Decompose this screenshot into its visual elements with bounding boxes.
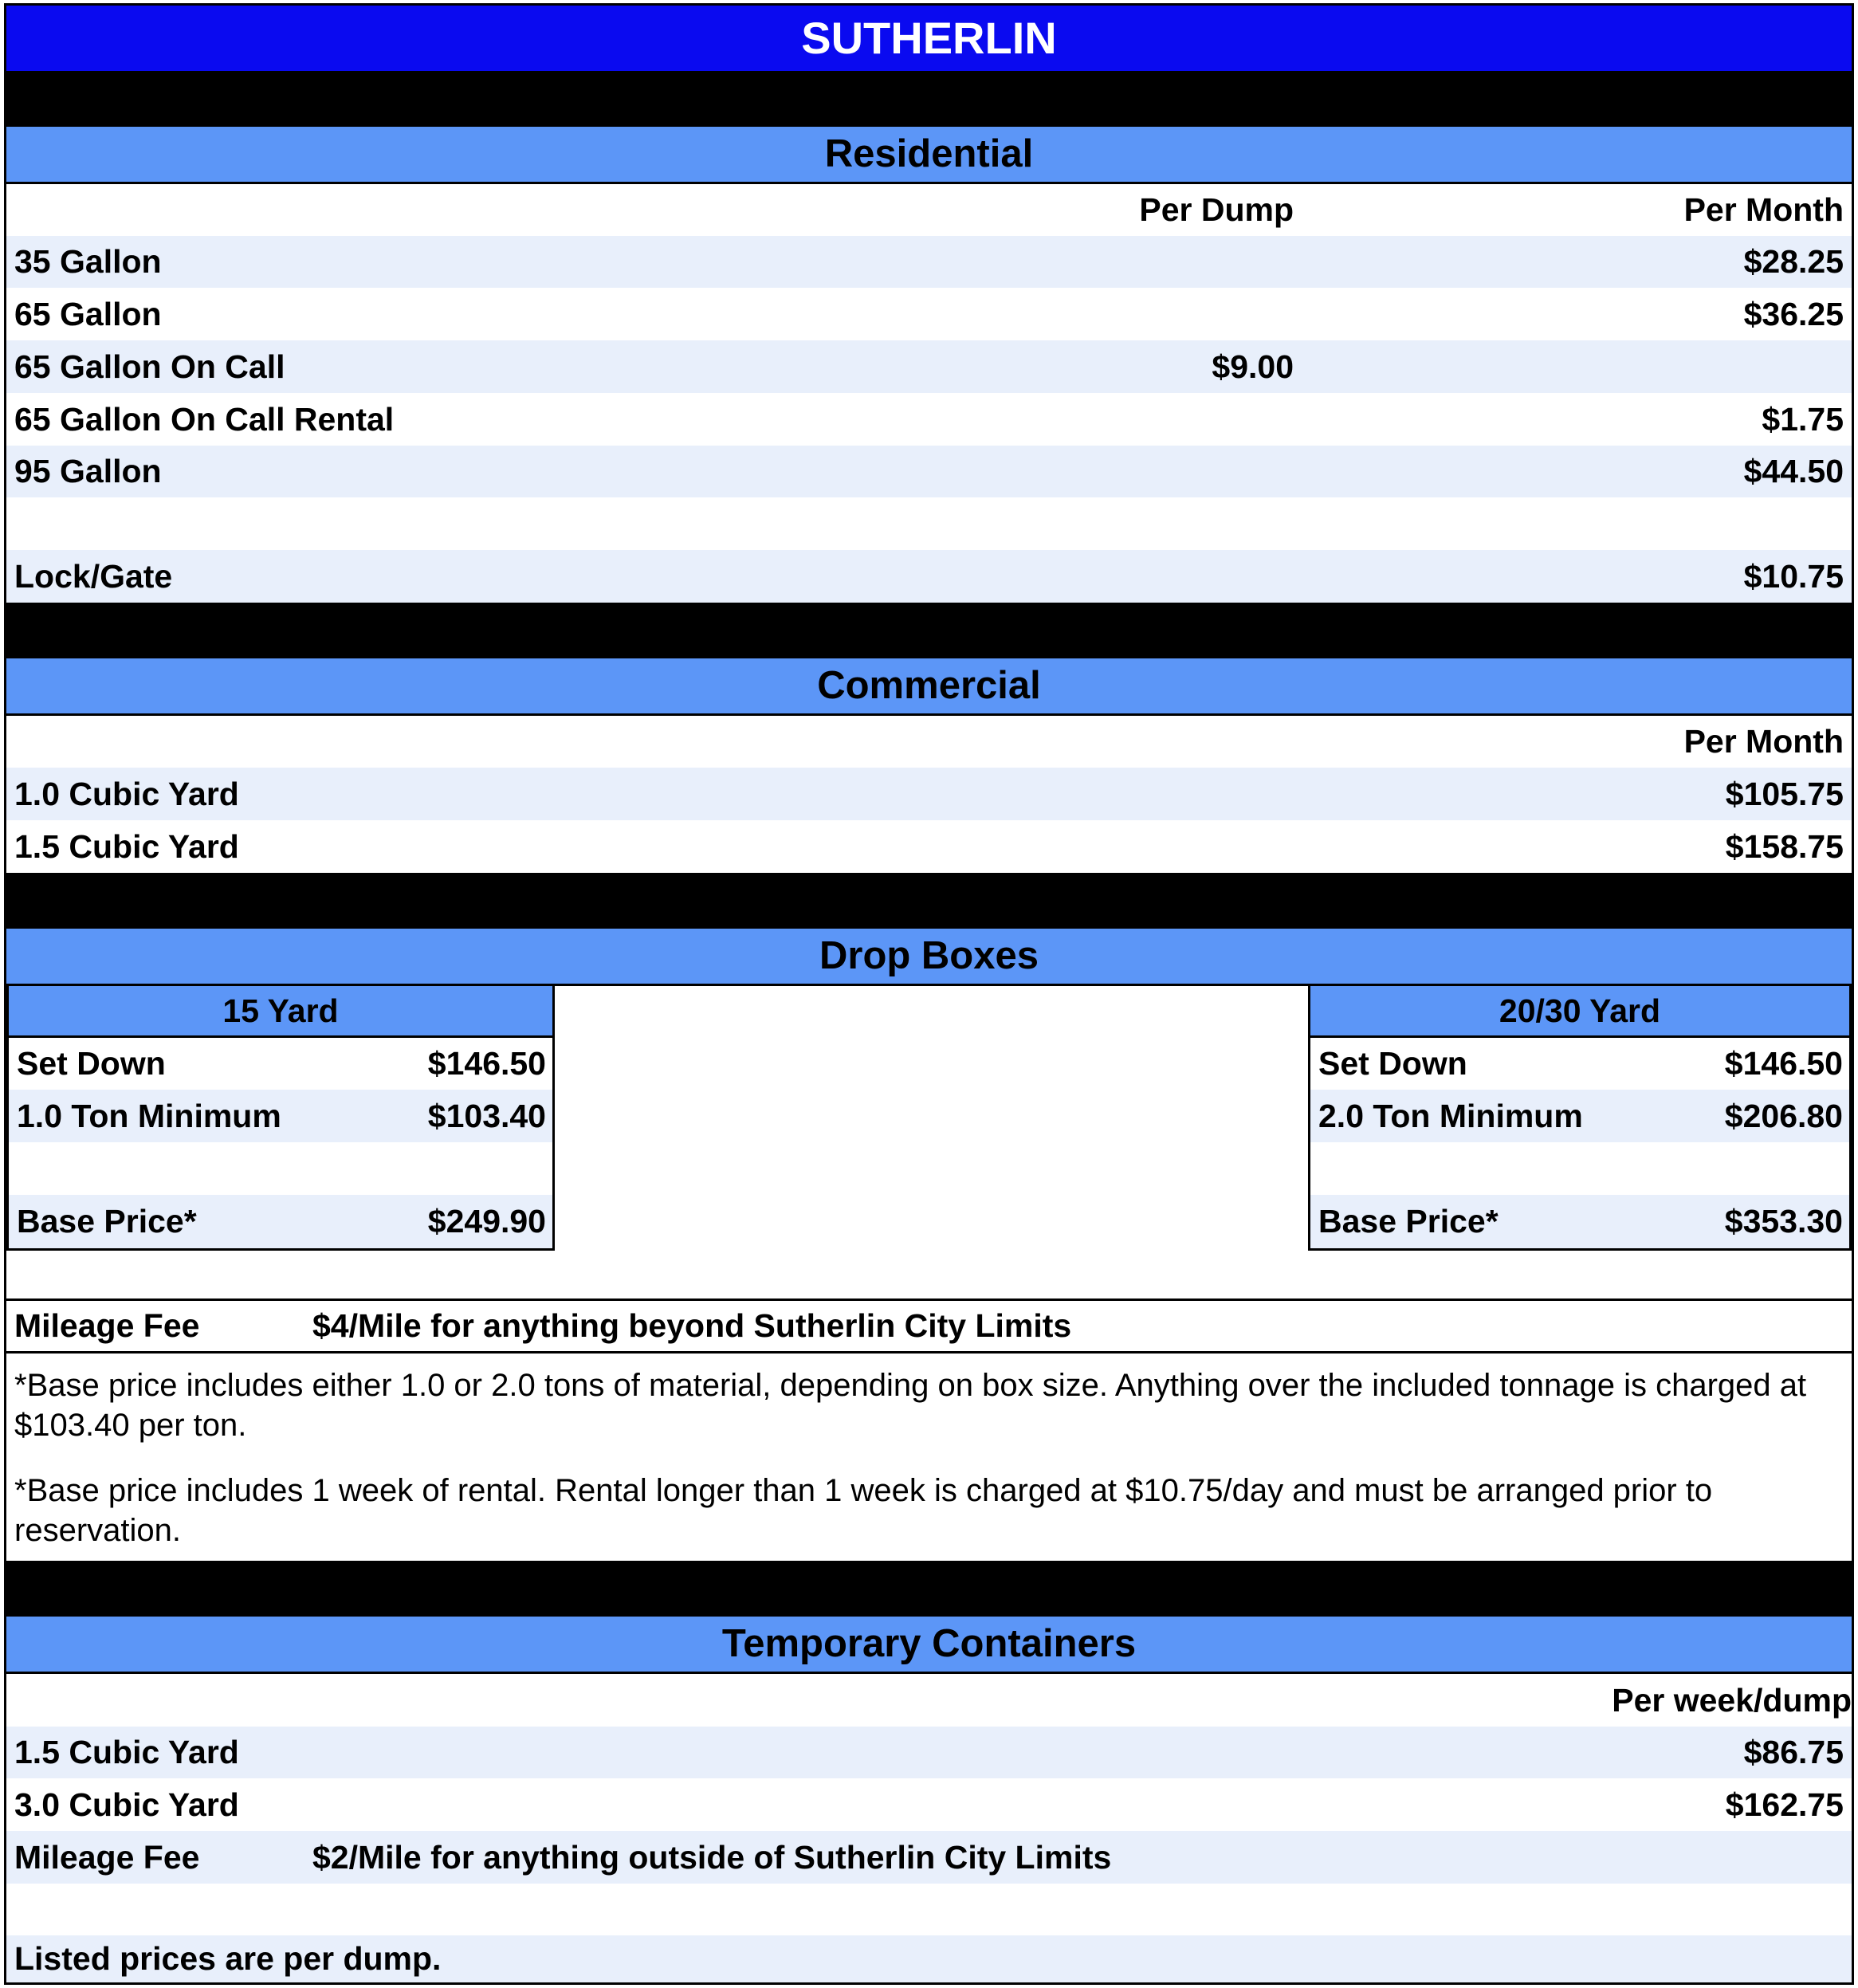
page-title: SUTHERLIN (6, 6, 1852, 71)
price-sheet (4, 3, 1854, 1985)
mileage-text: $4/Mile for anything beyond Sutherlin City Limits (312, 1307, 1072, 1344)
box-20-30-yard (1308, 984, 1852, 1251)
section-commercial: Commercial (6, 656, 1852, 716)
table-row: Set Down $146.50 (17, 1045, 546, 1082)
mileage-label: Mileage Fee (14, 1307, 200, 1344)
table-row: 65 Gallon $36.25 (14, 295, 1844, 332)
black-divider (6, 603, 1852, 656)
table-row: 1.5 Cubic Yard $86.75 (6, 1727, 1852, 1778)
mileage-row (6, 1831, 1852, 1884)
table-row: 95 Gallon $44.50 (6, 446, 1852, 497)
table-row: Lock/Gate $10.75 (6, 550, 1852, 603)
table-row: 35 Gallon $28.25 (6, 236, 1852, 288)
section-temporary-containers: Temporary Containers (6, 1614, 1852, 1674)
divider-line (6, 1351, 1852, 1353)
per-month-header: Per Month (1683, 723, 1844, 760)
table-row: 65 Gallon On Call Rental $1.75 (14, 400, 1844, 438)
table-row: Base Price* $249.90 (9, 1195, 552, 1248)
section-residential: Residential (6, 124, 1852, 184)
table-row: 2.0 Ton Minimum $206.80 (1310, 1090, 1849, 1142)
table-row: Base Price* $353.30 (1310, 1195, 1849, 1248)
mileage-text: $2/Mile for anything outside of Sutherlin City Limits (312, 1838, 1112, 1876)
table-row (6, 497, 1852, 550)
table-row (1310, 1142, 1849, 1195)
temporary-column-headers (6, 1674, 1852, 1727)
section-drop-boxes: Drop Boxes (6, 926, 1852, 986)
table-row: 1.0 Ton Minimum $103.40 (9, 1090, 552, 1142)
per-week-dump-header: Per week/dump (1612, 1681, 1852, 1719)
table-row (9, 1142, 552, 1195)
base-price-note-tonnage: *Base price includes either 1.0 or 2.0 tons of material, depending on box size. Anything over the included tonnage is charged at $103.40 per ton. (14, 1368, 1807, 1443)
table-row: 3.0 Cubic Yard $162.75 (14, 1786, 1844, 1823)
table-row: Set Down $146.50 (1318, 1045, 1843, 1082)
per-month-header: Per Month (1683, 191, 1844, 228)
box-heading: 15 Yard (9, 986, 552, 1038)
black-divider (6, 873, 1852, 926)
mileage-row (6, 1301, 1852, 1351)
table-row: 1.0 Cubic Yard $105.75 (6, 768, 1852, 820)
box-15-yard (6, 984, 555, 1251)
residential-column-headers (6, 184, 1852, 236)
per-dump-header: Per Dump (1139, 191, 1294, 228)
black-divider (6, 71, 1852, 124)
black-divider (6, 1561, 1852, 1614)
mileage-label: Mileage Fee (14, 1838, 200, 1876)
table-row: 65 Gallon On Call $9.00 (6, 340, 1852, 393)
base-price-note-rental: *Base price includes 1 week of rental. Rental longer than 1 week is charged at $10.75/day and must be arranged prior to reservation. (14, 1473, 1713, 1548)
table-row (6, 1884, 1852, 1935)
box-heading: 20/30 Yard (1310, 986, 1849, 1038)
footer-note: Listed prices are per dump. (6, 1935, 1852, 1982)
table-row: 1.5 Cubic Yard $158.75 (14, 827, 1844, 865)
commercial-column-headers (6, 716, 1852, 768)
